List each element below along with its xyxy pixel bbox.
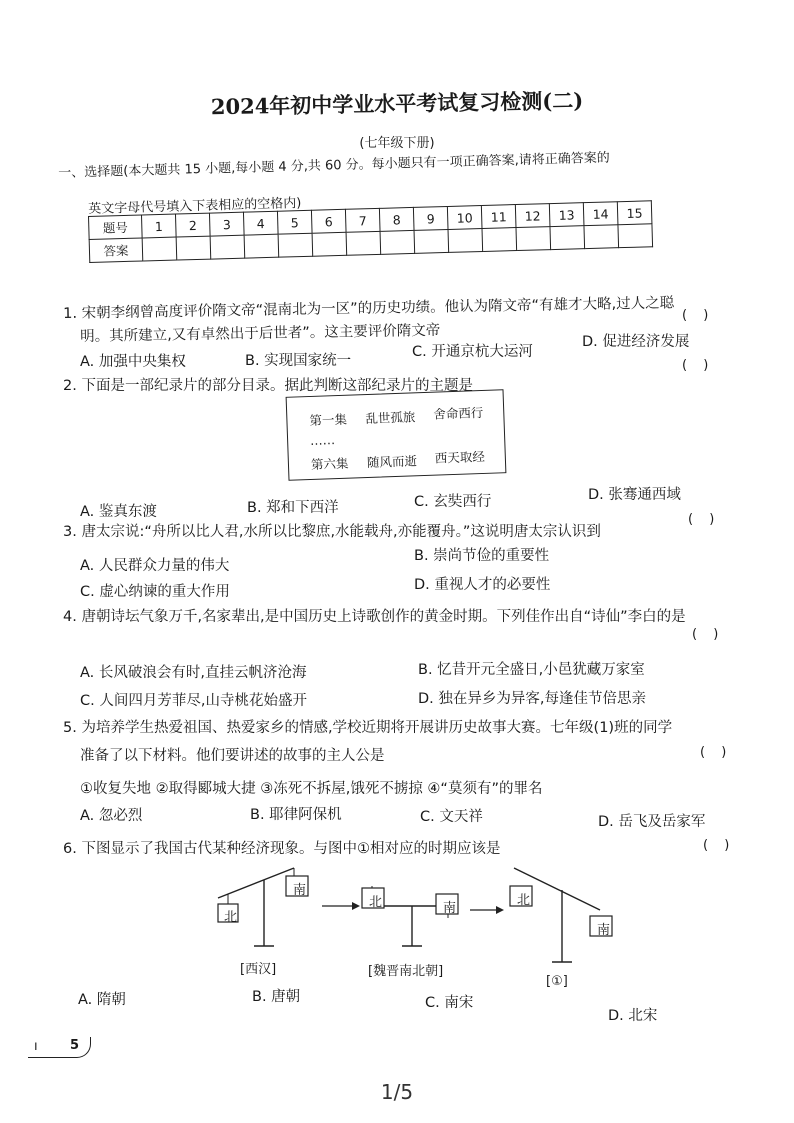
page-number: 5 [70, 1038, 80, 1053]
toc-ep1-label: 第一集 [309, 411, 348, 429]
arrow-2 [470, 906, 504, 914]
answer-cell[interactable] [142, 237, 177, 261]
fig2-north-box: 北 [369, 895, 383, 910]
q1-option-b[interactable]: B. 实现国家统一 [245, 353, 352, 369]
q2-stem: 2. 下面是一部纪录片的部分目录。据此判断这部纪录片的主题是 [63, 378, 473, 394]
answer-table-number: 3 [209, 212, 244, 236]
answer-table-number: 13 [549, 203, 584, 227]
answer-table-number: 11 [481, 205, 516, 229]
page-number-mark: ı [34, 1039, 38, 1054]
toc-ellipsis: …… [309, 432, 336, 448]
answer-table-number: 2 [175, 213, 210, 237]
answer-table-number: 15 [617, 201, 652, 225]
q5-stem-line1: 5. 为培养学生热爱祖国、热爱家乡的情感,学校近期将开展讲历史故事大赛。七年级(1)班的同学 [63, 720, 673, 736]
q3-option-c[interactable]: C. 虚心纳谏的重大作用 [80, 584, 230, 600]
answer-table-number: 9 [413, 206, 448, 230]
fig3-south-box: 南 [597, 923, 611, 938]
q2-option-d[interactable]: D. 张骞通西域 [588, 487, 681, 503]
arrow-1 [322, 902, 360, 910]
page-indicator: 1/5 [380, 1080, 414, 1104]
answer-cell[interactable] [278, 233, 313, 257]
fig2-south-box: 南 [443, 901, 457, 916]
q5-option-a[interactable]: A. 忽必烈 [80, 808, 143, 824]
q4-stem: 4. 唐朝诗坛气象万千,名家辈出,是中国历史上诗歌创作的黄金时期。下列佳作出自“诗仙”李白的是 [63, 609, 686, 625]
answer-table-number: 14 [583, 202, 618, 226]
q4-option-a[interactable]: A. 长风破浪会有时,直挂云帆济沧海 [80, 665, 307, 681]
answer-table-number: 10 [447, 206, 482, 230]
q5-option-c[interactable]: C. 文天祥 [420, 809, 483, 825]
toc-ep6-part2: 西天取经 [434, 448, 486, 466]
q5-answer-paren[interactable]: ( ) [700, 745, 733, 760]
toc-ep1-part1: 乱世孤旅 [365, 409, 416, 427]
fig3-caption: [①] [546, 974, 568, 989]
q2-option-a[interactable]: A. 鉴真东渡 [80, 504, 157, 520]
q6-answer-paren[interactable]: ( ) [703, 838, 736, 853]
q3-answer-paren[interactable]: ( ) [688, 512, 721, 527]
fig1-south-box: 南 [293, 883, 307, 898]
answer-cell[interactable] [448, 229, 483, 253]
answer-cell[interactable] [618, 224, 653, 248]
page-number-badge [28, 1037, 91, 1058]
q2-answer-paren[interactable]: ( ) [682, 358, 715, 373]
q3-option-b[interactable]: B. 崇尚节俭的重要性 [414, 548, 550, 564]
answer-cell[interactable] [414, 229, 449, 253]
toc-ep6-label: 第六集 [310, 455, 349, 472]
answer-cell[interactable] [380, 230, 415, 254]
q3-stem: 3. 唐太宗说:“舟所以比人君,水所以比黎庶,水能载舟,亦能覆舟。”这说明唐太宗认识到 [63, 524, 601, 540]
answer-cell[interactable] [312, 232, 347, 256]
answer-cell[interactable] [210, 235, 245, 259]
answer-table-number: 4 [243, 211, 278, 235]
answer-cell[interactable] [584, 225, 619, 249]
q6-option-c[interactable]: C. 南宋 [425, 995, 474, 1011]
answer-table-number: 1 [141, 214, 176, 238]
answer-cell[interactable] [516, 227, 551, 251]
answer-table-number: 12 [515, 204, 550, 228]
toc-ep6-part1: 随风而逝 [366, 453, 418, 471]
answer-table-number: 8 [379, 207, 414, 231]
q6-option-b[interactable]: B. 唐朝 [252, 989, 301, 1005]
q5-option-b[interactable]: B. 耶律阿保机 [250, 807, 342, 823]
page-title: 2024年初中学业水平考试复习检测(二) [210, 87, 584, 120]
answer-table-answer-label: 答案 [89, 238, 143, 262]
balance-period-1 [510, 868, 612, 962]
q4-answer-paren[interactable]: ( ) [692, 627, 725, 642]
q2-option-b[interactable]: B. 郑和下西洋 [247, 500, 339, 516]
answer-cell[interactable] [550, 226, 585, 250]
q1-option-d[interactable]: D. 促进经济发展 [582, 334, 690, 350]
q6-option-a[interactable]: A. 隋朝 [78, 992, 126, 1008]
page-subtitle: (七年级下册) [359, 136, 435, 151]
q6-stem: 6. 下图显示了我国古代某种经济现象。与图中①相对应的时期应该是 [63, 841, 501, 857]
answer-cell[interactable] [346, 231, 381, 255]
toc-ep1-part2: 舍命西行 [433, 404, 484, 422]
answer-table-number-label: 题号 [89, 215, 143, 239]
q6-option-d[interactable]: D. 北宋 [608, 1008, 658, 1024]
fig1-north-box: 北 [224, 910, 238, 925]
q4-option-d[interactable]: D. 独在异乡为异客,每逢佳节倍思亲 [418, 691, 646, 707]
fig1-caption: [西汉] [240, 962, 277, 977]
q1-stem-line2: 明。其所建立,又有卓然出于后世者”。这主要评价隋文帝 [80, 322, 441, 345]
answer-table-number: 7 [345, 208, 380, 232]
q4-option-c[interactable]: C. 人间四月芳菲尽,山寺桃花始盛开 [80, 693, 307, 709]
answer-table-number: 5 [277, 210, 312, 234]
fig2-caption: [魏晋南北朝] [368, 964, 444, 979]
q1-option-a[interactable]: A. 加强中央集权 [80, 354, 186, 370]
q5-materials: ①收复失地 ②取得郾城大捷 ③冻死不拆屋,饿死不掳掠 ④“莫须有”的罪名 [80, 781, 543, 797]
answer-cell[interactable] [176, 236, 211, 260]
q3-option-d[interactable]: D. 重视人才的必要性 [414, 577, 551, 593]
fig3-north-box: 北 [517, 893, 531, 908]
q4-option-b[interactable]: B. 忆昔开元全盛日,小邑犹藏万家室 [418, 662, 645, 678]
q1-stem-line1: 1. 宋朝李纲曾高度评价隋文帝“混南北为一区”的历史功绩。他认为隋文帝“有雄才大略,过人之聪 [63, 295, 675, 322]
section-heading: 一、选择题(本大题共 15 小题,每小题 4 分,共 60 分。每小题只有一项正确答案,请将正确答案的 [58, 150, 610, 181]
q2-option-c[interactable]: C. 玄奘西行 [414, 494, 492, 510]
q1-option-c[interactable]: C. 开通京杭大运河 [412, 344, 533, 360]
q1-answer-paren[interactable]: ( ) [682, 308, 715, 323]
q3-option-a[interactable]: A. 人民群众力量的伟大 [80, 558, 230, 574]
documentary-toc-box [286, 389, 507, 481]
q5-stem-line2: 准备了以下材料。他们要讲述的故事的主人公是 [80, 748, 385, 764]
answer-table-number: 6 [311, 209, 346, 233]
answer-cell[interactable] [482, 228, 517, 252]
section-heading-cont: 英文字母代号填入下表相应的空格内) [88, 196, 302, 217]
q5-option-d[interactable]: D. 岳飞及岳家军 [598, 814, 706, 830]
answer-cell[interactable] [244, 234, 279, 258]
